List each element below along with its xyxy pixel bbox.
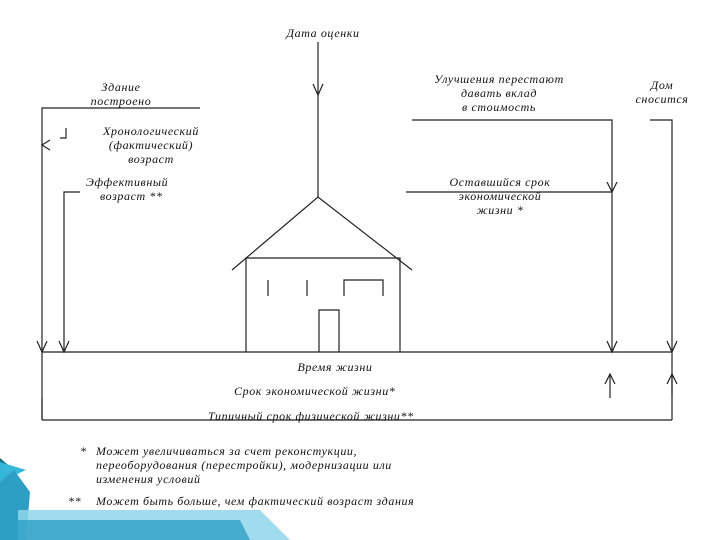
- footnote-1-text: Может увеличиваться за счет реконстукции, переоборудования (перестройки), модернизации или изменения условий: [96, 444, 392, 486]
- house-window-right: [344, 280, 383, 296]
- lifetime-label: Время жизни: [297, 360, 373, 374]
- footnote-1-mark: *: [80, 444, 87, 458]
- remaining-life-label: Оставшийся срок экономической жизни *: [449, 175, 551, 217]
- house-walls: [246, 258, 400, 352]
- house-demolished-label: Дом сносится: [635, 78, 689, 106]
- demolished-bracket: [650, 120, 672, 420]
- house-roof: [232, 197, 412, 270]
- economic-life-label: Срок экономической жизни*: [234, 384, 396, 398]
- physical-life-label: Типичный срок физической жизни**: [208, 409, 414, 423]
- chronological-age-label: Хронологический (фактический) возраст: [103, 124, 199, 166]
- footnote-2-mark: **: [68, 494, 82, 508]
- effective-age-bracket: [64, 192, 80, 352]
- house-door: [319, 310, 339, 352]
- building-built-label: Здание построено: [90, 80, 152, 108]
- valuation-date-label: Дата оценки: [286, 26, 360, 40]
- footnote-2-text: Может быть больше, чем фактический возраст здания: [96, 494, 415, 508]
- improvements-bracket: [412, 120, 612, 352]
- effective-age-label: Эффективный возраст **: [86, 175, 169, 203]
- improvements-stop-label: Улучшения перестают давать вклад в стоимость: [434, 72, 564, 114]
